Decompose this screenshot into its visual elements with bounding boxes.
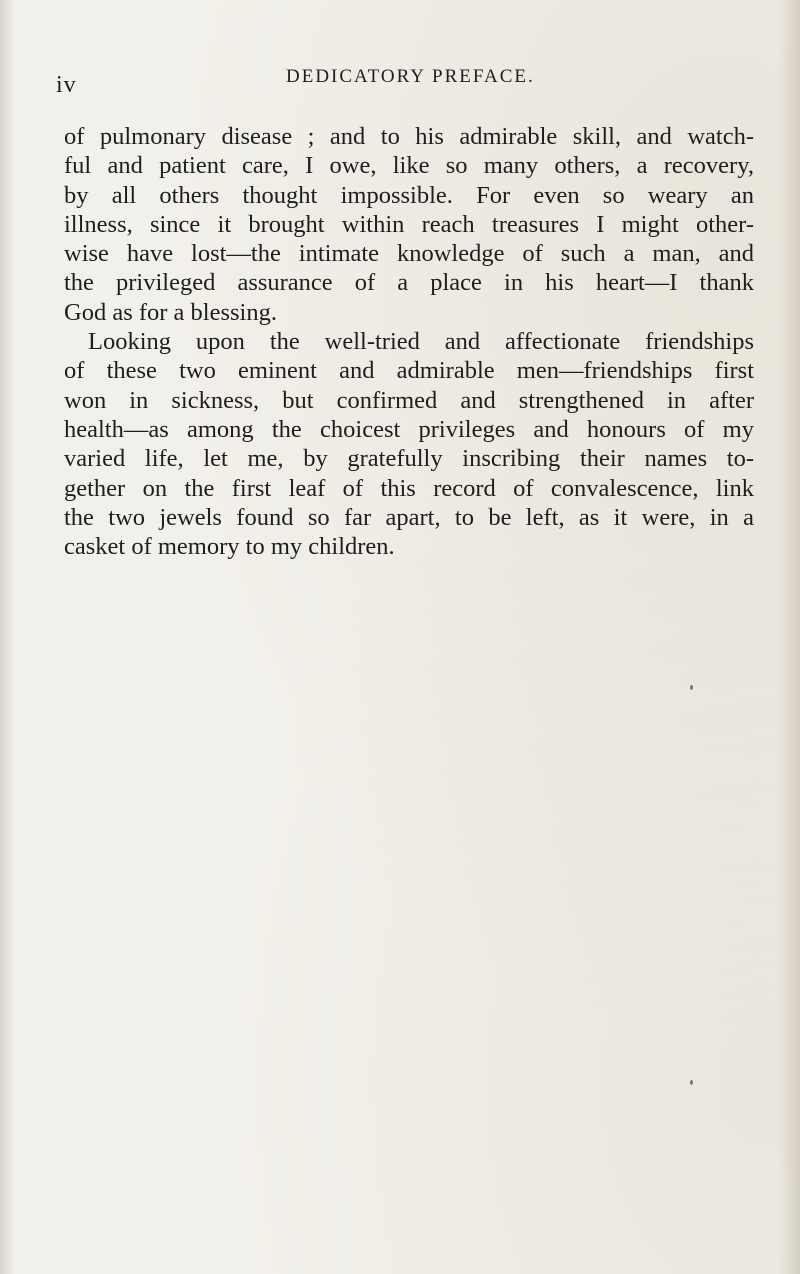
text-line: gether on the first leaf of this record of convalescence, link — [64, 474, 754, 502]
text-line: God as for a blessing. — [64, 298, 277, 326]
text-line: of these two eminent and admirable men—friendships first — [64, 357, 754, 385]
text-line: wise have lost—the intimate knowledge of such a man, and — [64, 240, 754, 268]
paper-speck — [690, 685, 693, 690]
text-line: Looking upon the well-tried and affectionate friendships — [88, 328, 754, 356]
text-line: the privileged assurance of a place in his heart—I thank — [64, 269, 754, 297]
text-line: illness, since it brought within reach treasures I might other- — [64, 210, 754, 238]
text-line: the two jewels found so far apart, to be left, as it were, in a — [64, 503, 754, 531]
text-line: of pulmonary disease ; and to his admirable skill, and watch- — [64, 123, 754, 150]
text-line: casket of memory to my children. — [64, 533, 395, 561]
paragraph-1 — [64, 122, 754, 327]
text-line: varied life, let me, by gratefully inscribing their names to- — [64, 445, 754, 473]
text-line: health—as among the choicest privileges and honours of my — [64, 415, 754, 443]
paragraph-2 — [64, 327, 754, 561]
page-right-shadow — [778, 0, 800, 1274]
paper-speck — [690, 1080, 693, 1085]
body-text — [64, 122, 754, 561]
page-left-shadow — [0, 0, 16, 1274]
page-header — [40, 62, 780, 102]
text-line: won in sickness, but confirmed and strengthened in after — [64, 386, 754, 414]
page-number: iv — [56, 72, 77, 98]
text-line: ful and patient care, I owe, like so many others, a recovery, — [64, 152, 754, 180]
text-line: by all others thought impossible. For even so weary an — [64, 181, 754, 209]
running-head: DEDICATORY PREFACE. — [286, 66, 535, 87]
